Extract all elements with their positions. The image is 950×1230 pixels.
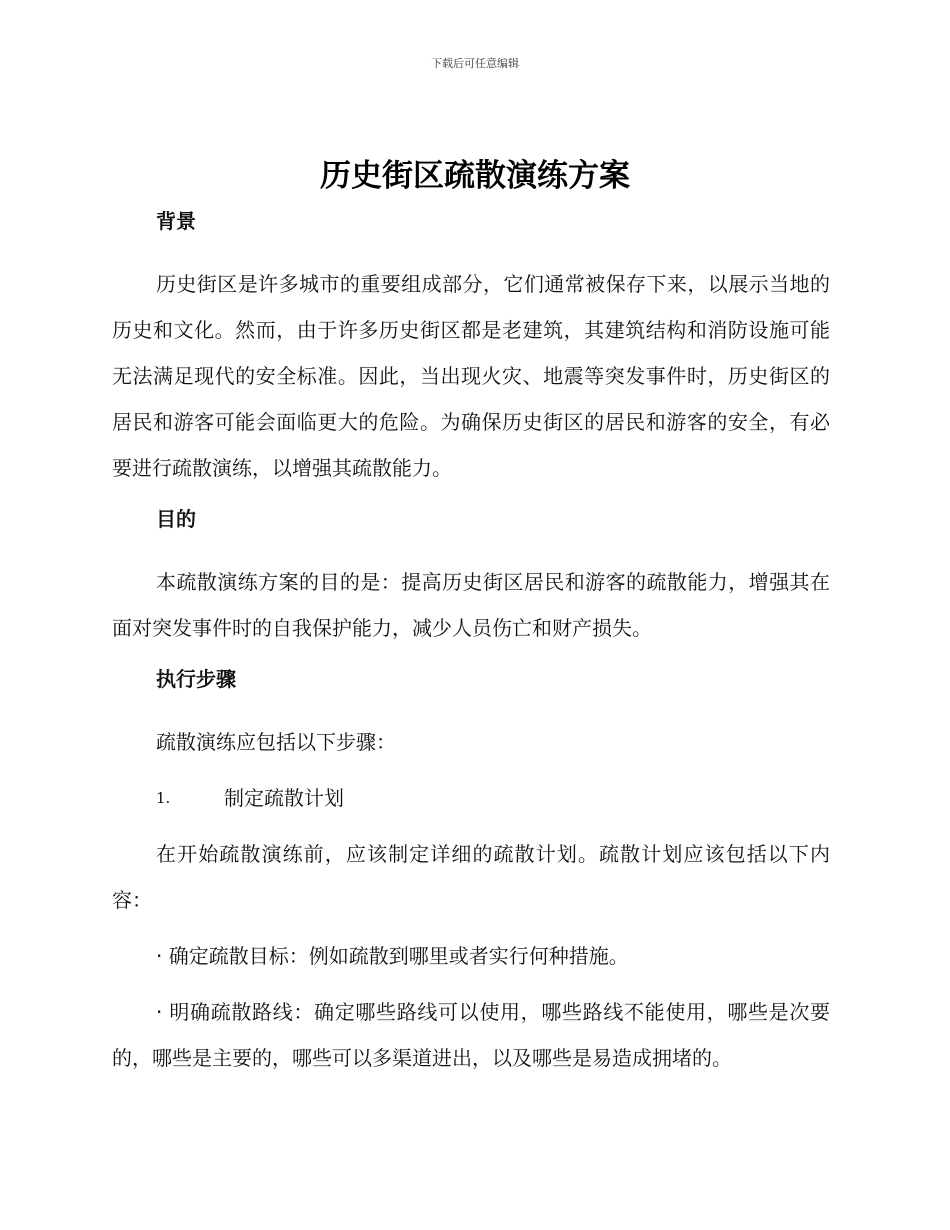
background-paragraph: 历史街区是许多城市的重要组成部分，它们通常被保存下来，以展示当地的历史和文化。然而，由于许多历史街区都是老建筑，其建筑结构和消防设施可能无法满足现代的安全标准。因此，当出现火灾、地震等突发事件时，历史街区的居民和游客可能会面临更大的危险。为确保历史街区的居民和游客的安全，有必要进行疏散演练，以增强其疏散能力。 <box>112 272 830 480</box>
section-heading-purpose: 目的 <box>156 507 196 531</box>
bullet-item: · 确定疏散目标：例如疏散到哪里或者实行何种措施。 <box>156 944 629 968</box>
plan-paragraph: 在开始疏散演练前，应该制定详细的疏散计划。疏散计划应该包括以下内容： <box>112 842 830 912</box>
purpose-paragraph: 本疏散演练方案的目的是：提高历史街区居民和游客的疏散能力，增强其在面对突发事件时的自我保护能力，减少人员伤亡和财产损失。 <box>112 570 830 640</box>
document-title: 历史街区疏散演练方案 <box>320 158 630 194</box>
document-body <box>112 203 830 1081</box>
item-label: 制定疏散计划 <box>224 786 344 810</box>
steps-intro: 疏散演练应包括以下步骤： <box>156 730 396 754</box>
header-note: 下载后可任意编辑 <box>431 57 519 70</box>
section-heading-background: 背景 <box>156 209 196 233</box>
section-heading-steps: 执行步骤 <box>156 667 236 691</box>
numbered-item-1 <box>112 775 830 821</box>
item-number: 1. <box>156 789 171 807</box>
bullet-item: · 明确疏散路线：确定哪些路线可以使用，哪些路线不能使用，哪些是次要的，哪些是主要的，哪些可以多渠道进出，以及哪些是易造成拥堵的。 <box>112 1000 830 1070</box>
